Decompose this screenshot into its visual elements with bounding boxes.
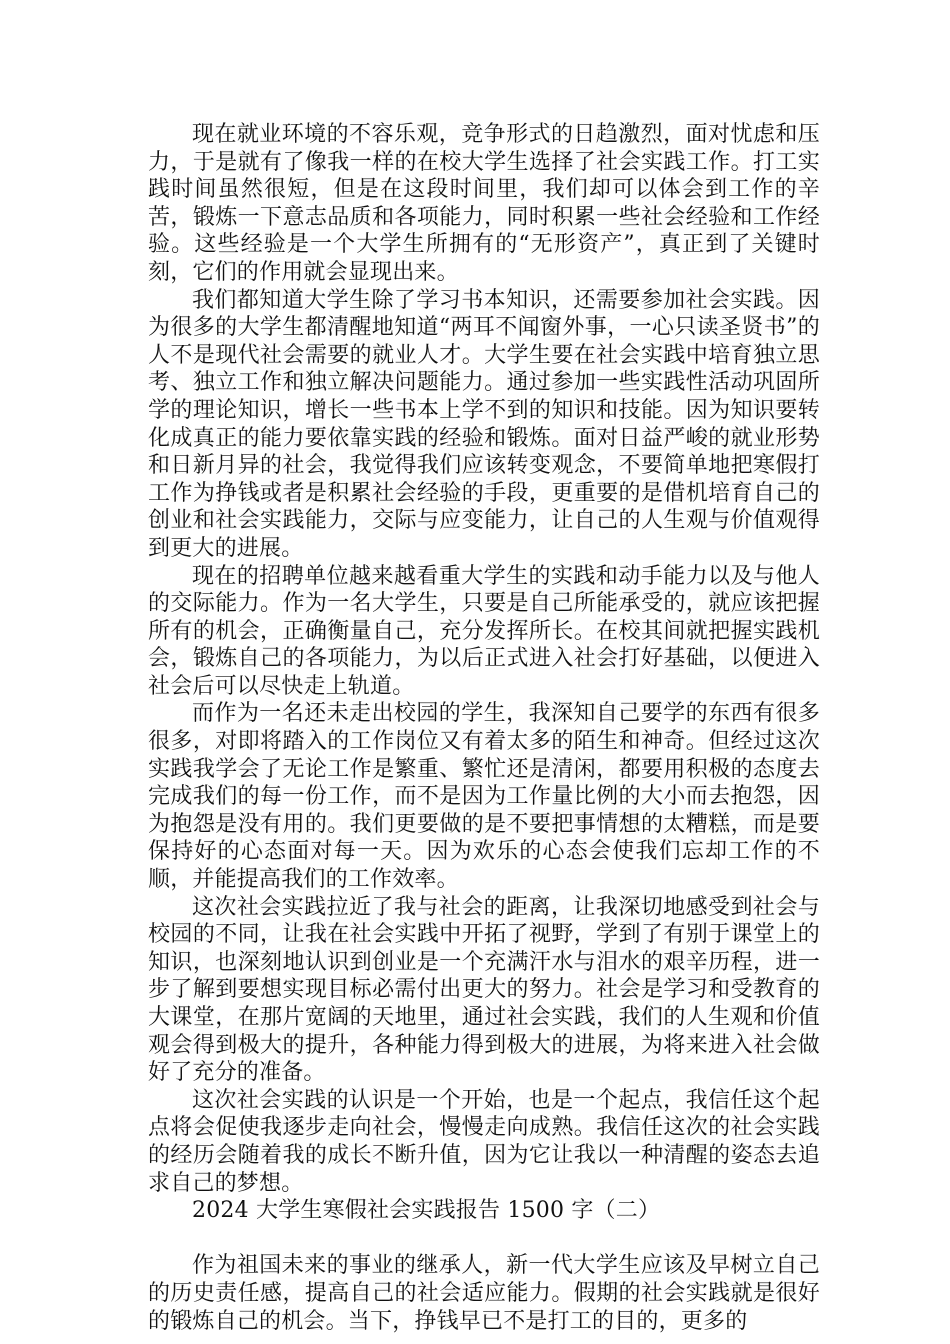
paragraph: 现在的招聘单位越来越看重大学生的实践和动手能力以及与他人的交际能力。作为一名大学生，只要是自己所能承受的，就应该把握所有的机会，正确衡量自己，充分发挥所长。在校其间就把握实践机会，锻炼自己的各项能力，为以后正式进入社会打好基础，以便进入社会后可以尽快走上轨道。 <box>148 563 820 699</box>
paragraph: 作为祖国未来的事业的继承人，新一代大学生应该及早树立自己的历史责任感，提高自己的社会适应能力。假期的社会实践就是很好的锻炼自己的机会。当下，挣钱早已不是打工的目的，更多的 <box>148 1253 820 1334</box>
blank-line <box>148 1225 820 1253</box>
paragraph: 这次社会实践的认识是一个开始，也是一个起点，我信任这个起点将会促使我逐步走向社会，慢慢走向成熟。我信任这次的社会实践的经历会随着我的成长不断升值，因为它让我以一种清醒的姿态去追求自己的梦想。 <box>148 1087 820 1196</box>
paragraph: 现在就业环境的不容乐观，竞争形式的日趋激烈，面对忧虑和压力，于是就有了像我一样的在校大学生选择了社会实践工作。打工实践时间虽然很短，但是在这段时间里，我们却可以体会到工作的辛苦，锻炼一下意志品质和各项能力，同时积累一些社会经验和工作经验。这些经验是一个大学生所拥有的“无形资产”，真正到了关键时刻，它们的作用就会显现出来。 <box>148 122 820 285</box>
paragraph: 而作为一名还未走出校园的学生，我深知自己要学的东西有很多很多，对即将踏入的工作岗位又有着太多的陌生和神奇。但经过这次实践我学会了无论工作是繁重、繁忙还是清闲，都要用积极的态度去完成我们的每一份工作，而不是因为工作量比例的大小而去抱怨，因为抱怨是没有用的。我们更要做的是不要把事情想的太糟糕，而是要保持好的心态面对每一天。因为欢乐的心态会使我们忘却工作的不顺，并能提高我们的工作效率。 <box>148 701 820 893</box>
paragraph: 我们都知道大学生除了学习书本知识，还需要参加社会实践。因为很多的大学生都清醒地知道“两耳不闻窗外事，一心只读圣贤书”的人不是现代社会需要的就业人才。大学生要在社会实践中培育独立思考、独立工作和独立解决问题能力。通过参加一些实践性活动巩固所学的理论知识，增长一些书本上学不到的知识和技能。因为知识要转化成真正的能力要依靠实践的经验和锻炼。面对日益严峻的就业形势和日新月异的社会，我觉得我们应该转变观念，不要简单地把寒假打工作为挣钱或者是积累社会经验的手段，更重要的是借机培育自己的创业和社会实践能力，交际与应变能力，让自己的人生观与价值观得到更大的进展。 <box>148 287 820 561</box>
paragraph: 这次社会实践拉近了我与社会的距离，让我深切地感受到社会与校园的不同，让我在社会实践中开拓了视野，学到了有别于课堂上的知识，也深刻地认识到创业是一个充满汗水与泪水的艰辛历程，进一步了解到要想实现目标必需付出更大的努力。社会是学习和受教育的大课堂，在那片宽阔的天地里，通过社会实践，我们的人生观和价值观会得到极大的提升，各种能力得到极大的进展，为将来进入社会做好了充分的准备。 <box>148 894 820 1086</box>
section-title: 2024 大学生寒假社会实践报告 1500 字（二） <box>192 1198 661 1224</box>
document-body <box>148 121 820 1335</box>
